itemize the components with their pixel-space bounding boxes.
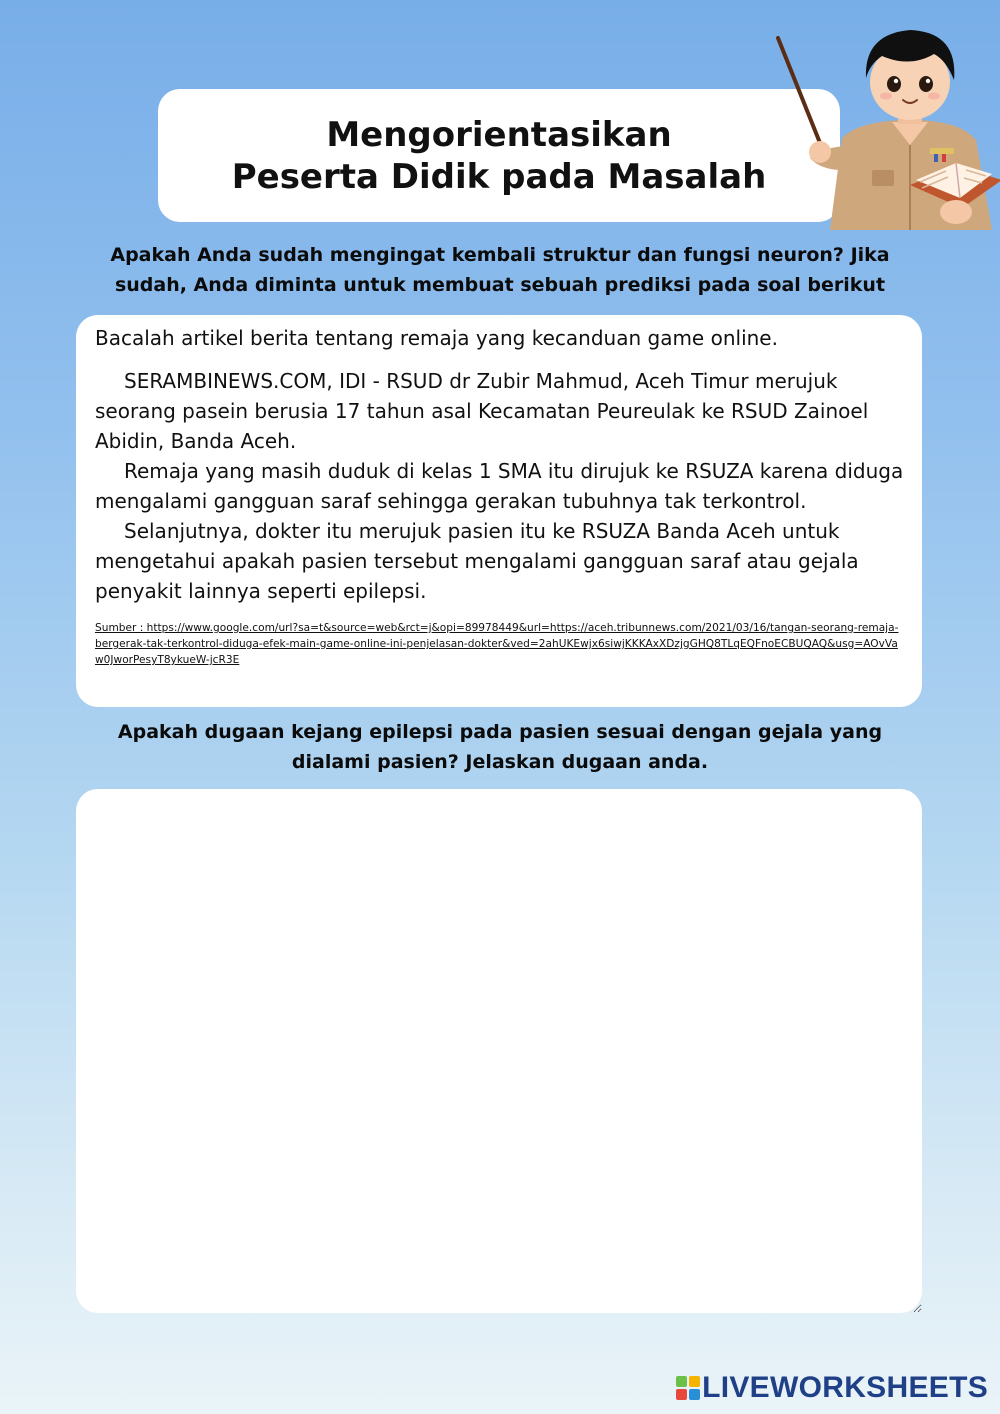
question-prompt: Apakah dugaan kejang epilepsi pada pasien sesuai dengan gejala yang dialami pasien? Jelaskan dugaan anda. <box>117 721 883 773</box>
article-source-link[interactable]: Sumber : https://www.google.com/url?sa=t&source=web&rct=j&opi=89978449&url=https://aceh.tribunnews.com/2021/03/16/tangan-seorang-remaja-bergerak-tak-terkontrol-diduga-efek-main-game-online-ini-penjelasan-dokter&ved=2ahUKEwjx6siwjKKKAxXDzjgGHQ8TLqEQFnoECBUQAQ&usg=AOvVaw0JworPesyT8ykueW-jcR3E <box>95 622 899 666</box>
brand-footer <box>676 1371 988 1405</box>
answer-input[interactable] <box>76 789 922 1313</box>
article-paragraph-3: Selanjutnya, dokter itu merujuk pasien itu ke RSUZA Banda Aceh untuk mengetahui apakah pasien tersebut mengalami gangguan saraf atau gejala penyakit lainnya seperti epilepsi. <box>95 519 859 603</box>
article-intro: Bacalah artikel berita tentang remaja yang kecanduan game online. <box>95 326 778 350</box>
liveworksheets-logo-icon <box>676 1376 700 1400</box>
instruction-prompt: Apakah Anda sudah mengingat kembali struktur dan fungsi neuron? Jika sudah, Anda diminta untuk membuat sebuah prediksi pada soal berikut <box>110 244 890 296</box>
article-card <box>76 315 922 707</box>
article-paragraph-2: Remaja yang masih duduk di kelas 1 SMA itu dirujuk ke RSUZA karena diduga mengalami gangguan saraf sehingga gerakan tubuhnya tak terkontrol. <box>95 459 904 513</box>
article-paragraph-1: SERAMBINEWS.COM, IDI - RSUD dr Zubir Mahmud, Aceh Timur merujuk seorang pasein berusia 17 tahun asal Kecamatan Peureulak ke RSUD Zainoel Abidin, Banda Aceh. <box>95 369 869 453</box>
title-card <box>158 89 840 222</box>
brand-name: LIVEWORKSHEETS <box>702 1371 988 1404</box>
page-title-line-2: Peserta Didik pada Masalah <box>231 156 767 197</box>
page-title-line-1: Mengorientasikan <box>326 114 672 155</box>
teacher-with-pointer-and-book-icon <box>770 20 1000 230</box>
